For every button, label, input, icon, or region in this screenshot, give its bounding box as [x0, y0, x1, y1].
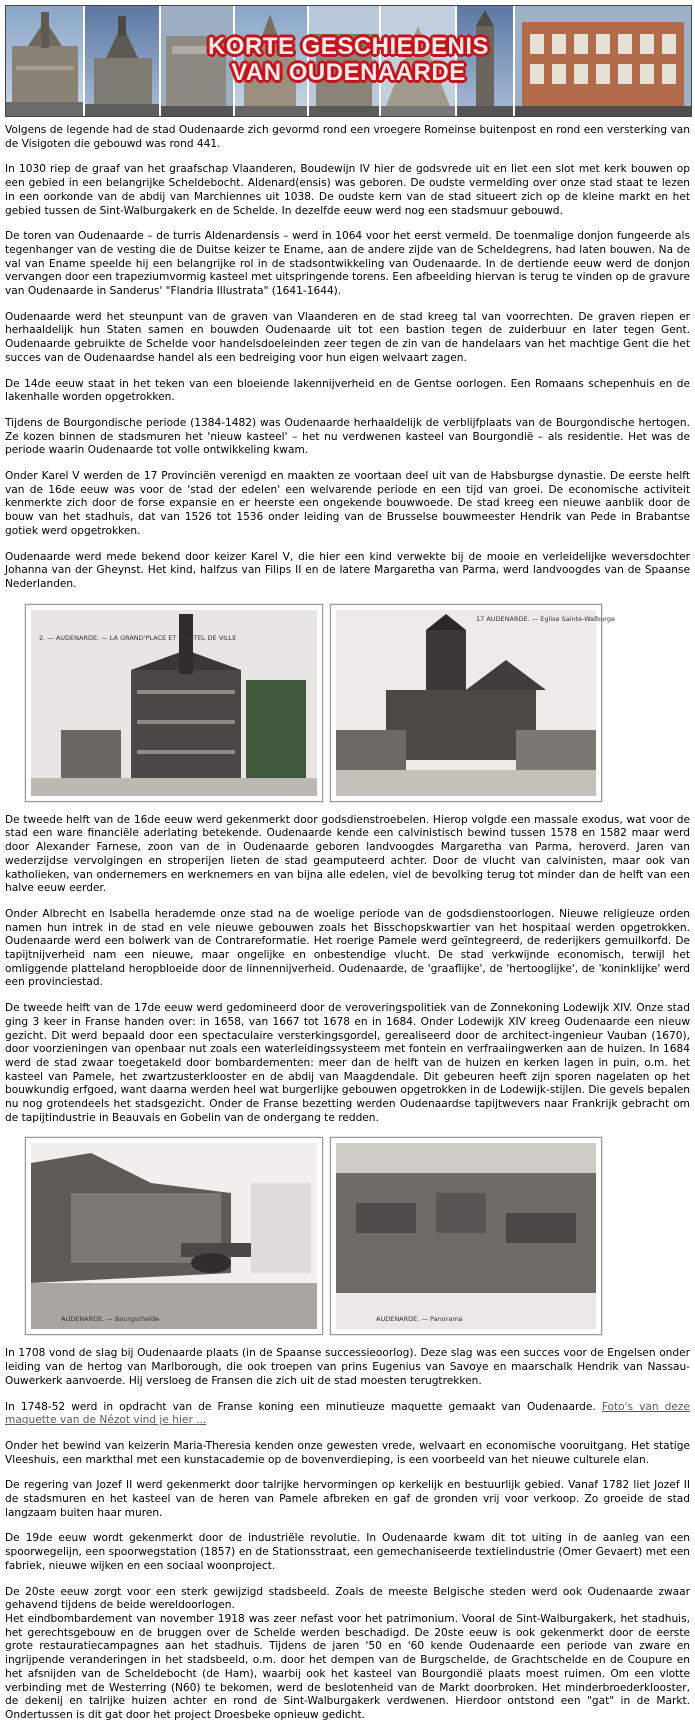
paragraph: Onder Karel V werden de 17 Provinciën verenigd en maakten ze voortaan deel uit van de Habsburgse dynastie. De eerste helft van de 16de eeuw was voor de 'stad der edelen' een welvarende periode en een tijd van groei. De economische activiteit kenmerkte zich door de forse expansie en er heerste een ongekende bouwwoede. De stad kreeg een nieuwe aanblik door de bouw van het stadhuis, dat van 1526 tot 1536 onder leiding van de Brusselse bouwmeester Hendrik van Pede in Brabantse gotiek werd opgetrokken.	[5, 470, 690, 537]
panorama-image	[336, 1143, 596, 1329]
paragraph: De 14de eeuw staat in het teken van een bloeiende lakennijverheid en de Gentse oorlogen. Een Romaans schepenhuis en de lakenhalle worden opgetrokken.	[5, 377, 690, 404]
photo-caption: 2. — AUDENARDE. — LA GRAND'PLACE ET L'HOTEL DE VILLE	[39, 633, 237, 642]
paragraph: De 20ste eeuw zorgt voor een sterk gewijzigd stadsbeeld. Zoals de meeste Belgische steden werd ook Oudenaarde zwaar gehavend tijdens de beide wereldoorlogen.	[5, 1585, 690, 1612]
paragraph: Onder Albrecht en Isabella herademde onze stad na de woelige periode van de godsdienstoorlogen. Nieuwe religieuze orden namen hun intrek in de stad en vele nieuwe gebouwen zoals het Bisschopskwartier van het hospitaal werden opgetrokken. Oudenaarde werd een bolwerk van de Contrareformatie. Het roerige Pamele werd geïntegreerd, de rederijkers gemuilkorfd. De tapijtnijverheid nam een nieuwe, maar ongelijke en onbestendige vlucht. De stad verkwijnde economisch, terwijl het omliggende platteland heropbloeide door de linnennijverheid. Oudenaarde, de 'graaflijke', de 'hertooglijke', de 'koninklijke' werd een provinciestad.	[5, 907, 690, 989]
page-title-line-2: VAN OUDENAARDE	[231, 59, 466, 86]
paragraph: Oudenaarde werd mede bekend door keizer Karel V, die hier een kind verwekte bij de mooie en verleidelijke weversdochter Johanna van der Gheynst. Het kind, halfzus van Filips II en de latere Margaretha van Parma, werd landvoogdes van de Spaanse Nederlanden.	[5, 550, 690, 590]
paragraph: De regering van Jozef II werd gekenmerkt door talrijke hervormingen op kerkelijk en bestuurlijk gebied. Vanaf 1782 liet Jozef II de stadsmuren en het kasteel van de heren van Pamele afbreken en gaf de gronden vrij voor verkoop. Zo groeide de stad langzaam buiten haar muren.	[5, 1479, 690, 1519]
photo-caption: AUDENARDE. — Bourgschelde	[61, 1315, 160, 1324]
photo-caption: 17 AUDENARDE. — Eglise Sainte-Walburge	[476, 614, 615, 623]
photo-sint-walburga	[330, 604, 615, 802]
paragraph-text: In 1748-52 werd in opdracht van de Franse koning een minutieuze maquette gemaakt van Oudenaarde.	[5, 1400, 602, 1413]
paragraph: De tweede helft van de 17de eeuw werd gedomineerd door de veroveringspolitiek van de Zonnekoning Lodewijk XIV. Onze stad ging 3 keer in Franse handen over: in 1658, van 1667 tot 1678 en in 1684. Onder Lodewijk XIV kreeg Oudenaarde een nieuw gezicht. Dit werd bepaald door een spectaculaire versterkingsgordel, gerealiseerd door de architect-ingenieur Vauban (1670), door voorzieningen van openbaar nut zoals een waterleidingssysteem met fontein en verfraaiingwerken aan de huizen. In 1684 werd de stad zwaar toegetakeld door bombardementen: meer dan de helft van de huizen en kerken lagen in puin, o.m. het kasteel van Pamele, het zwartzusterklooster en de abdij van Maagdendale. Dit gebeuren heeft zijn sporen nagelaten op het bouwkundig erfgoed, want daarna werden heel wat burgerlijke gebouwen opgetrokken in de Lodewijk-stijlen. Die gevels bepalen nu nog grotendeels het stadsgezicht. Onder de Franse bezetting werden Oudenaardse tapijtwevers naar Frankrijk gebracht om de tapijtindustrie in Beauvais en Gobelin van de ondergang te redden.	[5, 1002, 690, 1124]
photo-row-1	[5, 604, 690, 804]
paragraph: Tijdens de Bourgondische periode (1384-1482) was Oudenaarde herhaaldelijk de verblijfplaats van de Bourgondische hertogen. Ze kozen binnen de stadsmuren het 'nieuw kasteel' – het nu verdwenen kasteel van Bourgondië – als residentie. Het was de periode waarin Oudenaarde tot volle ontwikkeling kwam.	[5, 416, 690, 457]
photo-panorama	[330, 1137, 602, 1335]
photo-grand-place	[25, 604, 323, 802]
paragraph: In 1708 vond de slag bij Oudenaarde plaats (in de Spaanse successieoorlog). Deze slag was een succes voor de Engelsen onder leiding van de hertog van Marlborough, die ook troepen van prins Eugenius van Savoye en maarschalk Hendrik van Nassau-Ouwerkerk aanvoerde. Hij versloeg de Fransen die zich uit de stad moesten terugtrekken.	[5, 1347, 690, 1387]
paragraph-maquette	[5, 1401, 690, 1428]
header-banner	[5, 5, 692, 117]
page-title-line-1: KORTE GESCHIEDENIS	[207, 33, 490, 60]
paragraph: Volgens de legende had de stad Oudenaarde zich gevormd rond een vroegere Romeinse buitenpost en rond een versterking van de Visigoten die gebouwd was rond 441.	[5, 124, 690, 150]
paragraph: De tweede helft van de 16de eeuw werd gekenmerkt door godsdienstroebelen. Hierop volgde een massale exodus, wat voor de stad een ware financiële aderlating betekende. Oudenaarde kende een calvinistisch bewind tussen 1578 en 1582 maar werd door Alexander Farnese, zoon van de in Oudenaarde geboren landvoogdes Margaretha van Parma, heroverd. Jaren van wederzijdse vervolgingen en stroperijen lieten de stad geamputeerd achter. Door de vlucht van calvinisten, maar ook van katholieken, van ondernemers en werknemers en van bijna alle edelen, viel de bevolking terug tot minder dan de helft van een halve eeuw eerder.	[5, 813, 690, 895]
sint-walburga-image	[336, 610, 596, 796]
paragraph: Het eindbombardement van november 1918 was zeer nefast voor het patrimonium. Vooral de Sint-Walburgakerk, het stadhuis, het gerechtsgebouw en de bruggen over de Schelde werden beschadigd. De 20ste eeuw is ook gekenmerkt door de eerste grote restauratiecampagnes aan het stadhuis. Tijdens de jaren '50 en '60 kende Oudenaarde een periode van zware en ingrijpende veranderingen in het stadsbeeld, o.m. door het dempen van de Burgschelde, de Grachtschelde en de Coupure en het afsnijden van de Scheldebocht (de Ham), waarbij ook het kasteel van Bourgondië plaats moest ruimen. Om een vlotte verbinding met de Westerring (N60) te bekomen, werd de beslotenheid van de Markt doorbroken. Het minderbroederklooster, de dekenij en talrijke huizen achter en rond de Sint-Walburgakerk verdwenen. Hierdoor ontstond een "gat" in de Markt. Ondertussen is dit gat door het project Droesbeke opnieuw gedicht.	[5, 1613, 690, 1721]
paragraph: In 1030 riep de graaf van het graafschap Vlaanderen, Boudewijn IV hier de godsvrede uit en liet een slot met kerk bouwen op een gebied in een belangrijke Scheldebocht. Aldenard(ensis) was geboren. De oudste vermelding over onze stad staat te lezen in een oorkonde van de abdij van Marchiennes uit 1038. De oudste kern van de stad situeert zich op de kleine markt en het gebied tussen de Sint-Walburgakerk en de Schelde. In dezelfde eeuw werd nog een stadsmuur gebouwd.	[5, 163, 690, 217]
photo-caption: AUDENARDE. — Panorama	[376, 1315, 463, 1324]
paragraph: De 19de eeuw wordt gekenmerkt door de industriële revolutie. In Oudenaarde kwam dit tot uiting in de aanleg van een spoorwegelijn, een spoorwegstation (1857) en de Stationsstraat, een gemechaniseerde textielindustrie (Omer Gevaert) met een fabriek, nieuwe wijken en een sociaal woonproject.	[5, 1532, 690, 1572]
bourgschelde-image	[31, 1143, 317, 1329]
photo-row-2	[5, 1137, 690, 1337]
photo-bourgschelde	[25, 1137, 323, 1335]
paragraph: Onder het bewind van keizerin Maria-Theresia kenden onze gewesten vrede, welvaart en economische vooruitgang. Het statige Vleeshuis, een markthal met een kunstacademie op de bovenverdieping, is een voorbeeld van het nieuwe culturele elan.	[5, 1439, 690, 1466]
maquette-photos-link[interactable]: Foto's van deze maquette van de Nézot vind je hier ...	[5, 1400, 691, 1427]
page-title	[6, 34, 691, 86]
paragraph: Oudenaarde werd het steunpunt van de graven van Vlaanderen en de stad kreeg tal van voorrechten. De graven riepen er herhaaldelijk hun Staten samen en bouwden Oudenaarde uit tot een bastion tegen de zuiderbuur en later tegen Gent. Oudenaarde gebruikte de Schelde voor handelsdoeleinden zeer tegen de zin van de handelaars van het machtige Gent die het succes van de Oudenaardse handel als een bedreiging voor hun eigen welvaart zagen.	[5, 310, 690, 364]
article-content	[5, 124, 690, 1735]
paragraph: De toren van Oudenaarde – de turris Aldenardensis – werd in 1064 voor het eerst vermeld. De toenmalige donjon fungeerde als tegenhanger van de vesting die de Duitse keizer te Ename, aan de andere zijde van de Scheldegrens, had laten bouwen. Na de val van Ename speelde hij een belangrijke rol in de stadsontwikkeling van Oudenaarde. In de dertiende eeuw werd de donjon vervangen door een trapeziumvormig kasteel met uitspringende torens. Een afbeelding hiervan is terug te vinden op de gravure van Oudenaarde in Sanderus' "Flandria Illustrata" (1641-1644).	[5, 230, 690, 298]
